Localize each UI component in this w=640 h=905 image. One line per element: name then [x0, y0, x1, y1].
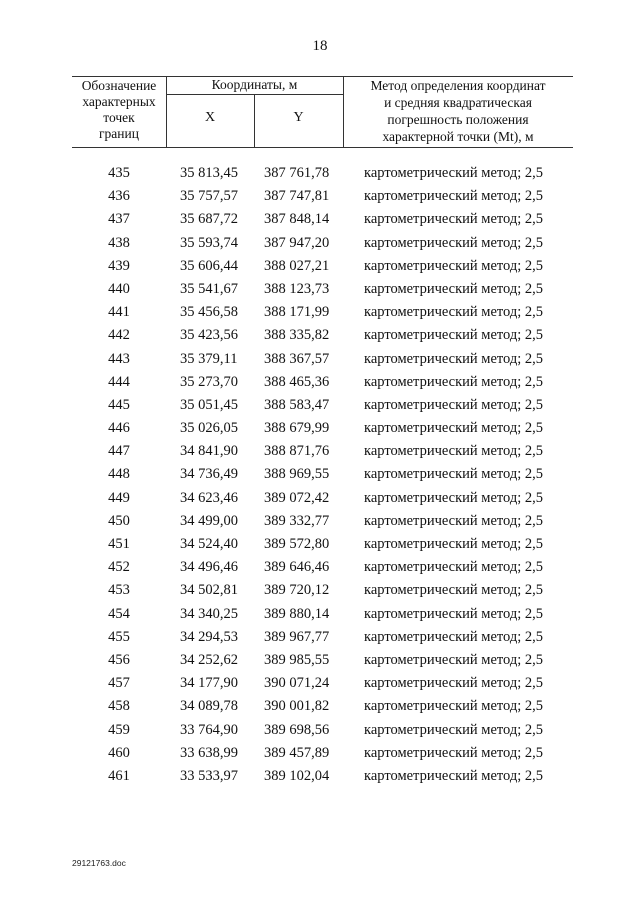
table-row [0, 208, 640, 231]
coordinate-x: 35 423,56 [180, 327, 238, 344]
table-row [0, 510, 640, 533]
coordinate-y: 388 367,57 [264, 350, 330, 367]
table-row [0, 672, 640, 695]
coordinate-y: 388 679,99 [264, 420, 330, 437]
table-row [0, 440, 640, 463]
method-accuracy: картометрический метод; 2,5 [364, 698, 544, 715]
point-number: 457 [108, 675, 130, 692]
method-accuracy: картометрический метод; 2,5 [364, 767, 544, 784]
coordinate-y: 388 871,76 [264, 443, 330, 460]
coordinate-x: 34 252,62 [180, 651, 238, 668]
method-accuracy: картометрический метод; 2,5 [364, 559, 544, 576]
table-row [0, 579, 640, 602]
method-accuracy: картометрический метод; 2,5 [364, 651, 544, 668]
coordinate-y: 388 123,73 [264, 280, 330, 297]
table-row [0, 626, 640, 649]
table-row [0, 278, 640, 301]
coordinate-y: 388 969,55 [264, 466, 330, 483]
coordinate-x: 35 541,67 [180, 280, 238, 297]
table-row [0, 719, 640, 742]
point-number: 444 [108, 373, 130, 390]
point-number: 440 [108, 280, 130, 297]
method-accuracy: картометрический метод; 2,5 [364, 304, 544, 321]
coordinate-y: 389 072,42 [264, 489, 330, 506]
coordinate-y: 389 457,89 [264, 744, 330, 761]
table-row [0, 695, 640, 718]
coordinate-x: 34 736,49 [180, 466, 238, 483]
table-body [0, 162, 640, 788]
header-bottom-rule [72, 147, 573, 148]
method-accuracy: картометрический метод; 2,5 [364, 721, 544, 738]
table-row [0, 556, 640, 579]
point-number: 453 [108, 582, 130, 599]
point-number: 445 [108, 396, 130, 413]
method-accuracy: картометрический метод; 2,5 [364, 605, 544, 622]
point-number: 451 [108, 536, 130, 552]
point-number: 456 [108, 651, 130, 668]
method-accuracy: картометрический метод; 2,5 [364, 420, 544, 437]
table-row [0, 463, 640, 486]
coordinate-y: 388 335,82 [264, 327, 330, 344]
method-accuracy: картометрический метод; 2,5 [364, 280, 544, 297]
method-accuracy: картометрический метод; 2,5 [364, 466, 544, 483]
method-accuracy: картометрический метод; 2,5 [364, 373, 544, 390]
coordinate-y: 387 848,14 [264, 211, 330, 228]
method-accuracy: картометрический метод; 2,5 [364, 628, 544, 645]
method-accuracy: картометрический метод; 2,5 [364, 396, 544, 413]
method-accuracy: картометрический метод; 2,5 [364, 350, 544, 367]
point-number: 443 [108, 350, 130, 367]
coordinate-x: 35 593,74 [180, 234, 238, 251]
table-row [0, 371, 640, 394]
coordinate-y: 388 583,47 [264, 396, 330, 413]
header-x: X [204, 110, 216, 125]
coordinate-x: 34 089,78 [180, 698, 238, 715]
table-row [0, 162, 640, 185]
method-accuracy: картометрический метод; 2,5 [364, 327, 544, 344]
coordinate-x: 34 841,90 [180, 443, 238, 460]
coordinate-y: 389 880,14 [264, 605, 330, 622]
coordinate-x: 34 502,81 [180, 582, 238, 599]
table-row [0, 417, 640, 440]
point-number: 455 [108, 628, 130, 645]
coordinate-y: 387 947,20 [264, 234, 330, 251]
point-number: 437 [108, 211, 130, 228]
header-designation: Обозначение характерных точек границ [81, 78, 157, 141]
point-number: 448 [108, 466, 130, 483]
table-row [0, 232, 640, 255]
coordinate-x: 35 051,45 [180, 396, 238, 413]
coordinate-x: 33 764,90 [180, 721, 238, 738]
point-number: 449 [108, 489, 130, 506]
coordinate-y: 389 985,55 [264, 651, 330, 668]
method-accuracy: картометрический метод; 2,5 [364, 443, 544, 460]
coordinate-y: 388 465,36 [264, 373, 330, 390]
coordinate-x: 34 294,53 [180, 628, 238, 645]
method-accuracy: картометрический метод; 2,5 [364, 234, 544, 251]
coordinate-x: 33 638,99 [180, 744, 238, 761]
coordinate-x: 35 379,11 [180, 350, 238, 367]
method-accuracy: картометрический метод; 2,5 [364, 512, 544, 529]
coordinate-x: 35 606,44 [180, 257, 238, 274]
table-row [0, 394, 640, 417]
coordinate-y: 387 761,78 [264, 165, 330, 181]
coordinate-x: 34 623,46 [180, 489, 238, 506]
coordinate-x: 34 177,90 [180, 675, 238, 692]
method-accuracy: картометрический метод; 2,5 [364, 675, 544, 692]
coordinate-y: 389 720,12 [264, 582, 330, 599]
coordinate-x: 34 496,46 [180, 559, 238, 576]
point-number: 459 [108, 721, 130, 738]
table-row [0, 185, 640, 208]
coordinate-y: 389 646,46 [264, 559, 330, 576]
table-row [0, 533, 640, 556]
point-number: 438 [108, 234, 130, 251]
table-row [0, 301, 640, 324]
table-row [0, 255, 640, 278]
point-number: 460 [108, 744, 130, 761]
coordinate-x: 35 757,57 [180, 188, 238, 205]
coordinate-y: 389 572,80 [264, 536, 330, 552]
point-number: 447 [108, 443, 130, 460]
table-row [0, 348, 640, 371]
coordinate-x: 35 687,72 [180, 211, 238, 228]
method-accuracy: картометрический метод; 2,5 [364, 582, 544, 599]
point-number: 446 [108, 420, 130, 437]
point-number: 458 [108, 698, 130, 715]
method-accuracy: картометрический метод; 2,5 [364, 211, 544, 228]
method-accuracy: картометрический метод; 2,5 [364, 536, 544, 552]
header-y: Y [293, 110, 304, 125]
point-number: 435 [108, 165, 130, 181]
method-accuracy: картометрический метод; 2,5 [364, 257, 544, 274]
point-number: 454 [108, 605, 130, 622]
file-name-footer: 29121763.doc [72, 858, 126, 868]
point-number: 441 [108, 304, 130, 321]
coordinate-y: 389 698,56 [264, 721, 330, 738]
table-row [0, 603, 640, 626]
point-number: 442 [108, 327, 130, 344]
coordinate-x: 35 273,70 [180, 373, 238, 390]
coordinate-x: 34 524,40 [180, 536, 238, 552]
coordinate-y: 388 171,99 [264, 304, 330, 321]
coordinate-x: 33 533,97 [180, 767, 238, 784]
table-header [72, 76, 573, 148]
coordinate-y: 388 027,21 [264, 257, 330, 274]
point-number: 461 [108, 767, 130, 784]
coordinate-y: 390 001,82 [264, 698, 330, 715]
coordinate-y: 389 332,77 [264, 512, 330, 529]
coordinate-y: 389 102,04 [264, 767, 330, 784]
coordinate-x: 35 026,05 [180, 420, 238, 437]
method-accuracy: картометрический метод; 2,5 [364, 489, 544, 506]
page-number: 18 [312, 38, 328, 54]
header-method: Метод определения координат и средняя квадратическая погрешность положения характерной точки (Mt), м [370, 78, 546, 144]
table-row [0, 487, 640, 510]
coordinate-x: 34 499,00 [180, 512, 238, 529]
coordinate-y: 390 071,24 [264, 675, 330, 692]
method-accuracy: картометрический метод; 2,5 [364, 744, 544, 761]
coordinate-x: 34 340,25 [180, 605, 238, 622]
coordinate-y: 389 967,77 [264, 628, 330, 645]
method-accuracy: картометрический метод; 2,5 [364, 165, 544, 181]
point-number: 439 [108, 257, 130, 274]
point-number: 450 [108, 512, 130, 529]
coordinate-x: 35 456,58 [180, 304, 238, 321]
coordinate-y: 387 747,81 [264, 188, 330, 205]
table-row [0, 765, 640, 788]
table-row [0, 649, 640, 672]
method-accuracy: картометрический метод; 2,5 [364, 188, 544, 205]
header-coordinates: Координаты, м [211, 77, 298, 92]
point-number: 452 [108, 559, 130, 576]
table-row [0, 324, 640, 347]
coordinate-x: 35 813,45 [180, 165, 238, 181]
table-row [0, 742, 640, 765]
point-number: 436 [108, 188, 130, 205]
